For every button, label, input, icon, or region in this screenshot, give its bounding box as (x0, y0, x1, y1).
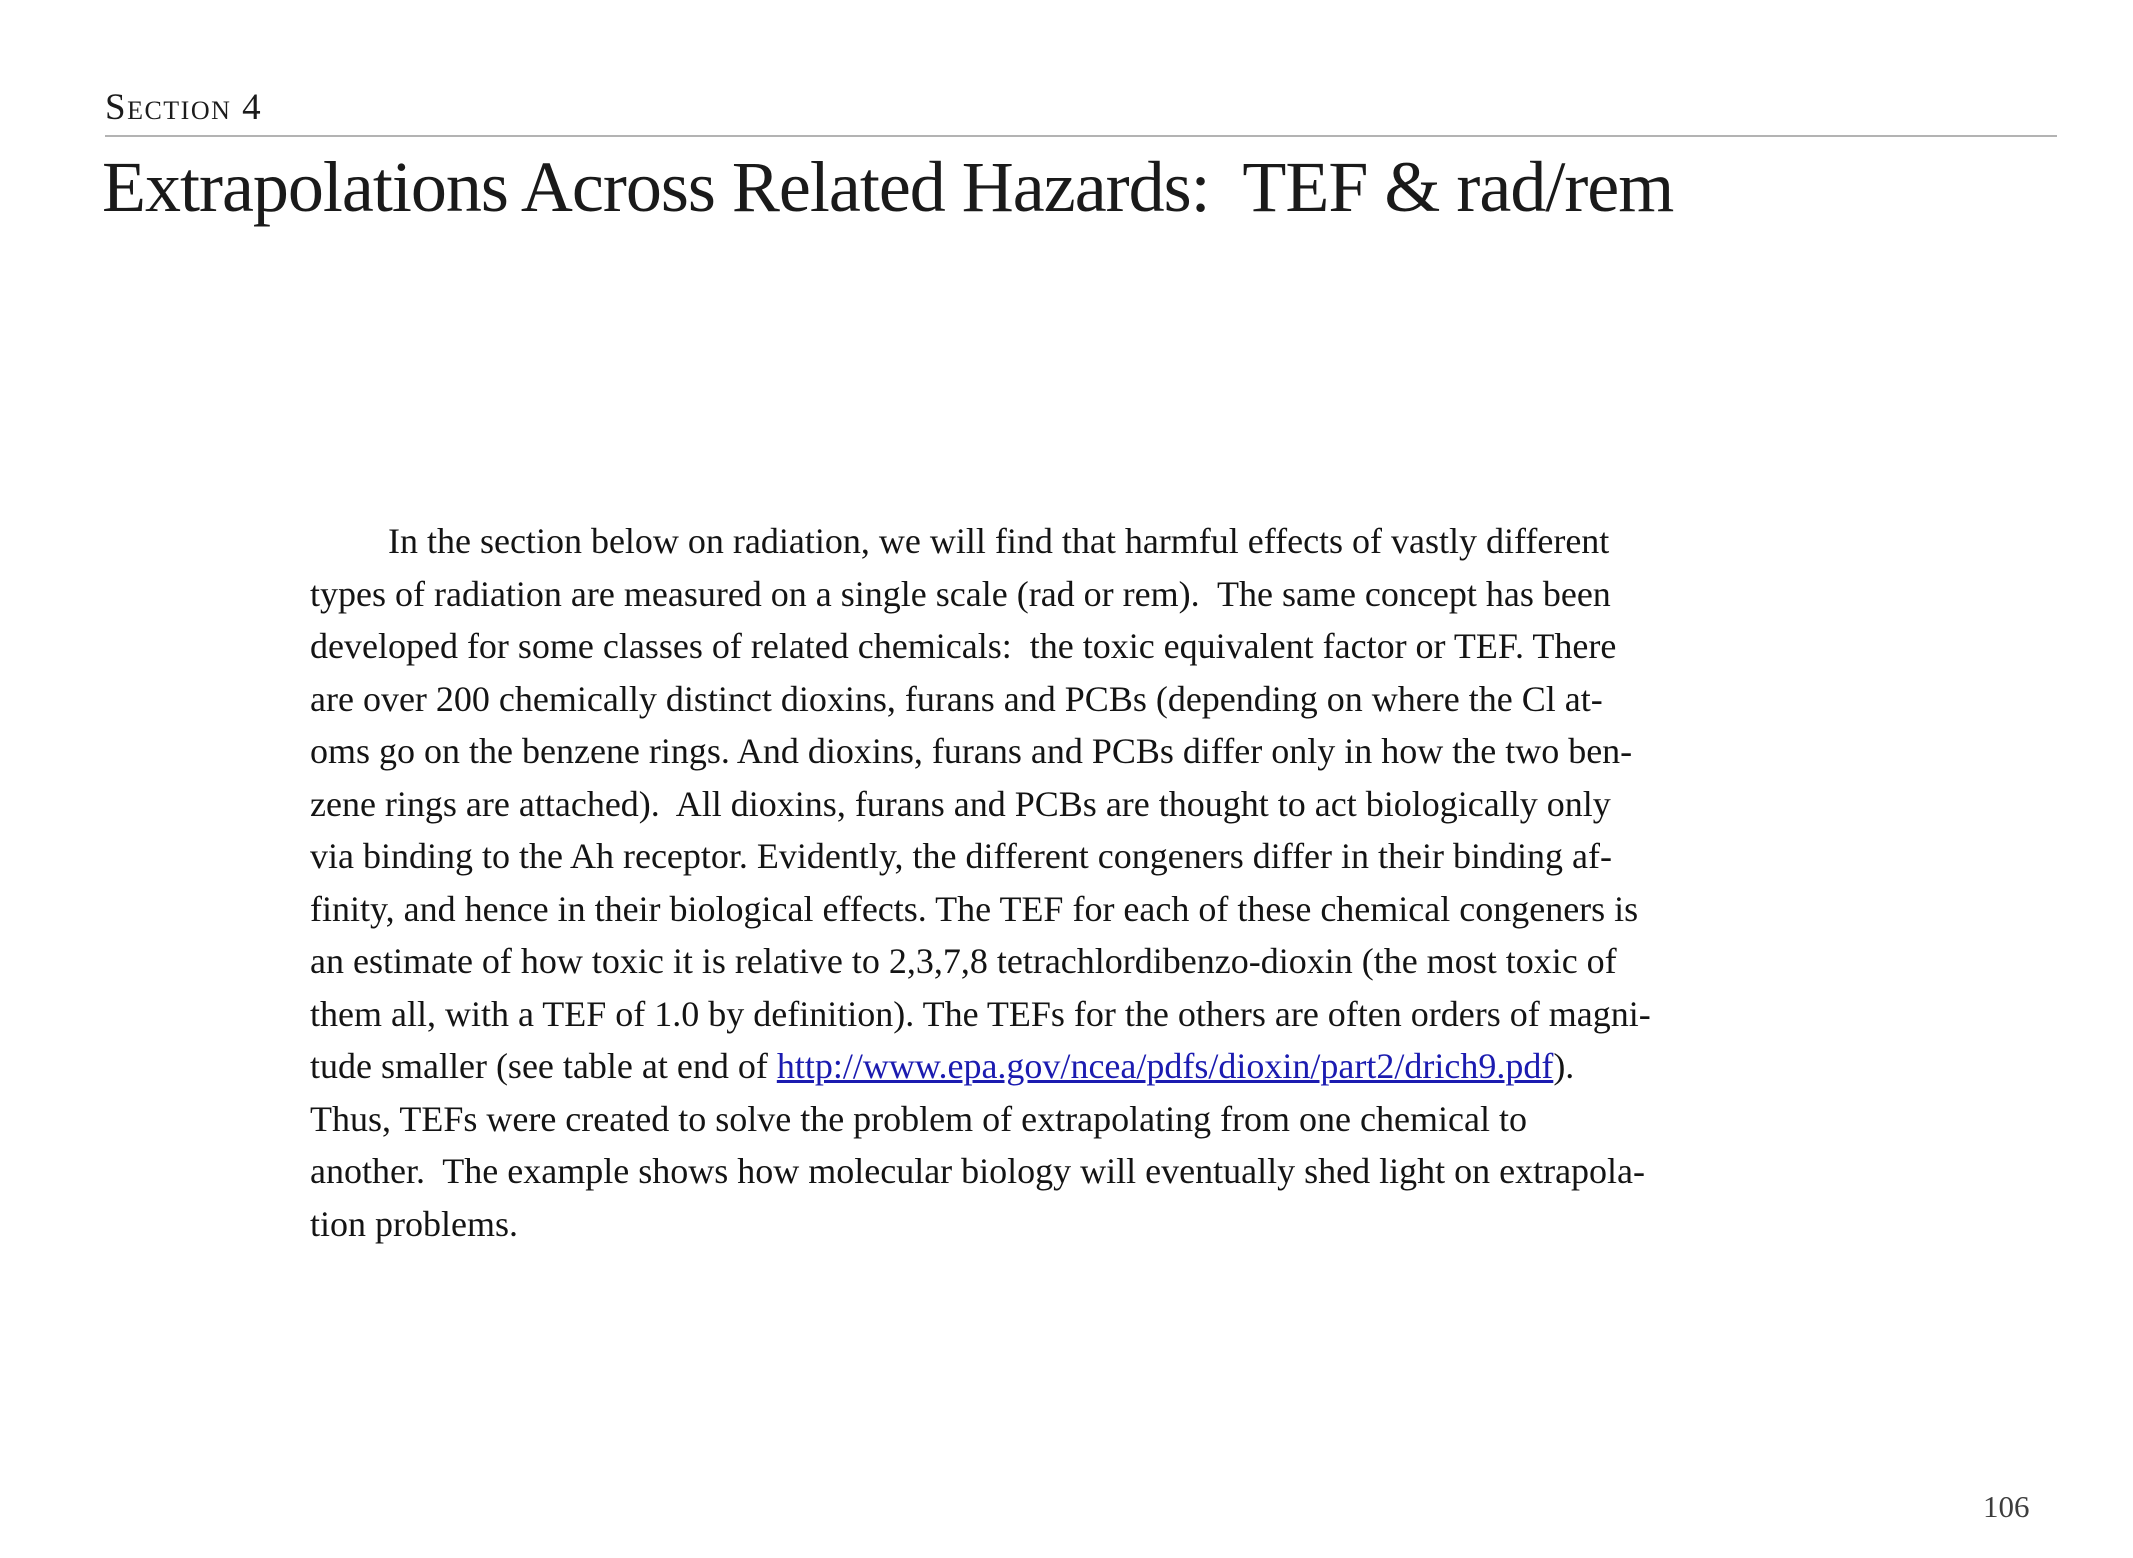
text-line: tion problems. (310, 1203, 518, 1244)
text-line: another. The example shows how molecular biology will eventually shed light on extrapola- (310, 1151, 1646, 1191)
text-line: via binding to the Ah receptor. Evidently, the different congeners differ in their binding af- (310, 836, 1612, 876)
section-label: Section 4 (105, 87, 263, 128)
text-line: Thus, TEFs were created to solve the problem of extrapolating from one chemical to (310, 1098, 1527, 1139)
text-line: are over 200 chemically distinct dioxins, furans and PCBs (depending on where the Cl at- (310, 678, 1603, 719)
section-divider-rule (105, 135, 2057, 137)
text-line: them all, with a TEF of 1.0 by definition). The TEFs for the others are often orders of magni- (310, 993, 1651, 1034)
text-line (310, 1040, 1870, 1093)
text-line: In the section below on radiation, we will find that harmful effects of vastly different (388, 521, 1610, 561)
body-paragraph (310, 515, 1870, 1250)
text-before-link: tude smaller (see table at end of (310, 1046, 777, 1086)
text-line: zene rings are attached). All dioxins, furans and PCBs are thought to act biologically only (310, 783, 1611, 824)
epa-dioxin-pdf-link[interactable]: http://www.epa.gov/ncea/pdfs/dioxin/part2/drich9.pdf (776, 1046, 1554, 1086)
text-line: an estimate of how toxic it is relative to 2,3,7,8 tetrachlordibenzo-dioxin (the most toxic of (310, 941, 1617, 981)
text-line: developed for some classes of related chemicals: the toxic equivalent factor or TEF. There (310, 626, 1617, 666)
page-title: Extrapolations Across Related Hazards: TEF & rad/rem (102, 147, 1674, 227)
page-number: 106 (1983, 1489, 2030, 1524)
text-line: types of radiation are measured on a single scale (rad or rem). The same concept has been (310, 573, 1611, 614)
text-line: finity, and hence in their biological effects. The TEF for each of these chemical congeners is (310, 888, 1639, 929)
text-line: oms go on the benzene rings. And dioxins, furans and PCBs differ only in how the two ben- (310, 731, 1633, 771)
text-after-link: ). (1553, 1046, 1575, 1086)
